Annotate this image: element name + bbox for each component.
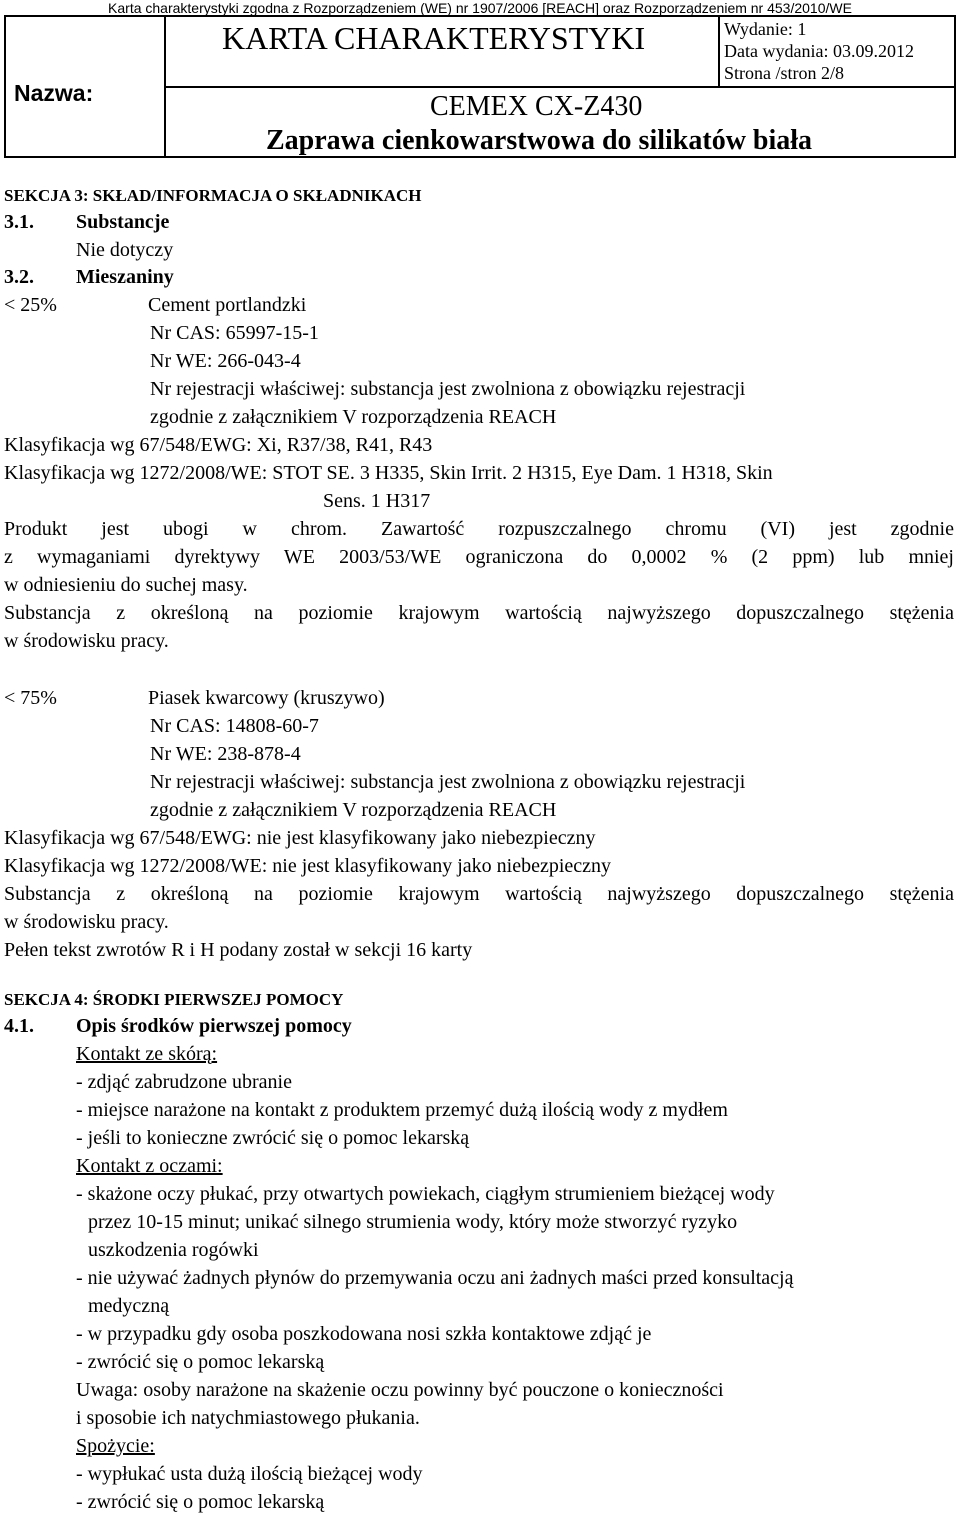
paragraph: w odniesieniu do suchej masy. bbox=[4, 574, 248, 596]
header-divider bbox=[164, 86, 954, 88]
list-item: - zwrócić się o pomoc lekarską bbox=[76, 1491, 325, 1513]
document-meta bbox=[724, 18, 914, 84]
registration-info: zgodnie z załącznikiem V rozporządzenia REACH bbox=[150, 406, 557, 428]
list-item: - miejsce narażone na kontakt z produktem przemyć dużą ilością wody z mydłem bbox=[76, 1099, 728, 1121]
list-item: uszkodzenia rogówki bbox=[88, 1239, 259, 1261]
subsection-title: Opis środków pierwszej pomocy bbox=[76, 1015, 352, 1037]
subsection-title: Mieszaniny bbox=[76, 266, 174, 288]
list-item: - w przypadku gdy osoba poszkodowana nosi szkła kontaktowe zdjąć je bbox=[76, 1323, 652, 1345]
list-item: - zdjąć zabrudzone ubranie bbox=[76, 1071, 292, 1093]
ingestion-label: Spożycie: bbox=[76, 1435, 155, 1457]
registration-info: Nr rejestracji właściwej: substancja jest zwolniona z obowiązku rejestracji bbox=[150, 378, 746, 400]
component-name: Cement portlandzki bbox=[148, 294, 307, 316]
page-number: Strona /stron 2/8 bbox=[724, 63, 844, 83]
document-title: KARTA CHARAKTERYSTYKI bbox=[222, 20, 646, 56]
note: Uwaga: osoby narażone na skażenie oczu powinny być pouczone o konieczności bbox=[76, 1379, 724, 1401]
section-3-title: SEKCJA 3: SKŁAD/INFORMACJA O SKŁADNIKACH bbox=[4, 186, 422, 205]
cas-number: Nr CAS: 65997-15-1 bbox=[150, 322, 319, 344]
product-name: CEMEX CX-Z430 bbox=[430, 91, 643, 122]
component-percent: < 75% bbox=[4, 687, 57, 709]
list-item: - jeśli to konieczne zwrócić się o pomoc lekarską bbox=[76, 1127, 470, 1149]
skin-contact-label: Kontakt ze skórą: bbox=[76, 1043, 218, 1065]
list-item: - nie używać żadnych płynów do przemywania oczu ani żadnych maści przed konsultacją bbox=[76, 1267, 794, 1289]
list-item: - zwrócić się o pomoc lekarską bbox=[76, 1351, 325, 1373]
paragraph: Nie dotyczy bbox=[76, 239, 174, 261]
paragraph: w środowisku pracy. bbox=[4, 911, 169, 933]
classification: Sens. 1 H317 bbox=[323, 490, 431, 512]
subsection-number: 4.1. bbox=[4, 1015, 34, 1037]
registration-info: Nr rejestracji właściwej: substancja jest zwolniona z obowiązku rejestracji bbox=[150, 771, 746, 793]
name-label: Nazwa: bbox=[14, 80, 94, 106]
registration-info: zgodnie z załącznikiem V rozporządzenia REACH bbox=[150, 799, 557, 821]
issue-date: Data wydania: 03.09.2012 bbox=[724, 41, 914, 61]
paragraph: Substancja z określoną na poziomie krajowym wartością najwyższego dopuszczalnego stężenia bbox=[4, 602, 954, 624]
paragraph: Pełen tekst zwrotów R i H podany został w sekcji 16 karty bbox=[4, 939, 473, 961]
classification: Klasyfikacja wg 1272/2008/WE: STOT SE. 3 H335, Skin Irrit. 2 H315, Eye Dam. 1 H318, Skin bbox=[4, 462, 773, 484]
paragraph: Substancja z określoną na poziomie krajowym wartością najwyższego dopuszczalnego stężenia bbox=[4, 883, 954, 905]
product-description: Zaprawa cienkowarstwowa do silikatów biała bbox=[266, 125, 813, 156]
list-item: - wypłukać usta dużą ilością bieżącej wody bbox=[76, 1463, 423, 1485]
classification: Klasyfikacja wg 1272/2008/WE: nie jest klasyfikowany jako niebezpieczny bbox=[4, 855, 612, 877]
component-percent: < 25% bbox=[4, 294, 57, 316]
we-number: Nr WE: 238-878-4 bbox=[150, 743, 301, 765]
note: i sposobie ich natychmiastowego płukania. bbox=[76, 1407, 420, 1429]
subsection-number: 3.2. bbox=[4, 266, 34, 288]
eye-contact-label: Kontakt z oczami: bbox=[76, 1155, 223, 1177]
list-item: - skażone oczy płukać, przy otwartych powiekach, ciągłym strumieniem bieżącej wody bbox=[76, 1183, 775, 1205]
we-number: Nr WE: 266-043-4 bbox=[150, 350, 301, 372]
list-item: medyczną bbox=[88, 1295, 170, 1317]
subsection-title: Substancje bbox=[76, 211, 170, 233]
regulation-note: Karta charakterystyki zgodna z Rozporządzeniem (WE) nr 1907/2006 [REACH] oraz Rozporządzeniem nr 453/2010/WE bbox=[108, 0, 852, 16]
classification: Klasyfikacja wg 67/548/EWG: nie jest klasyfikowany jako niebezpieczny bbox=[4, 827, 596, 849]
list-item: przez 10-15 minut; unikać silnego strumienia wody, który może stworzyć ryzyko bbox=[88, 1211, 738, 1233]
paragraph: z wymaganiami dyrektywy WE 2003/53/WE ograniczona do 0,0002 % (2 ppm) lub mniej bbox=[4, 546, 954, 568]
subsection-number: 3.1. bbox=[4, 211, 34, 233]
component-name: Piasek kwarcowy (kruszywo) bbox=[148, 687, 385, 709]
section-4-title: SEKCJA 4: ŚRODKI PIERWSZEJ POMOCY bbox=[4, 990, 344, 1009]
paragraph: Produkt jest ubogi w chrom. Zawartość rozpuszczalnego chromu (VI) jest zgodnie bbox=[4, 518, 954, 540]
edition: Wydanie: 1 bbox=[724, 19, 807, 39]
paragraph: w środowisku pracy. bbox=[4, 630, 169, 652]
cas-number: Nr CAS: 14808-60-7 bbox=[150, 715, 319, 737]
header-divider bbox=[718, 17, 720, 86]
classification: Klasyfikacja wg 67/548/EWG: Xi, R37/38, R41, R43 bbox=[4, 434, 433, 456]
